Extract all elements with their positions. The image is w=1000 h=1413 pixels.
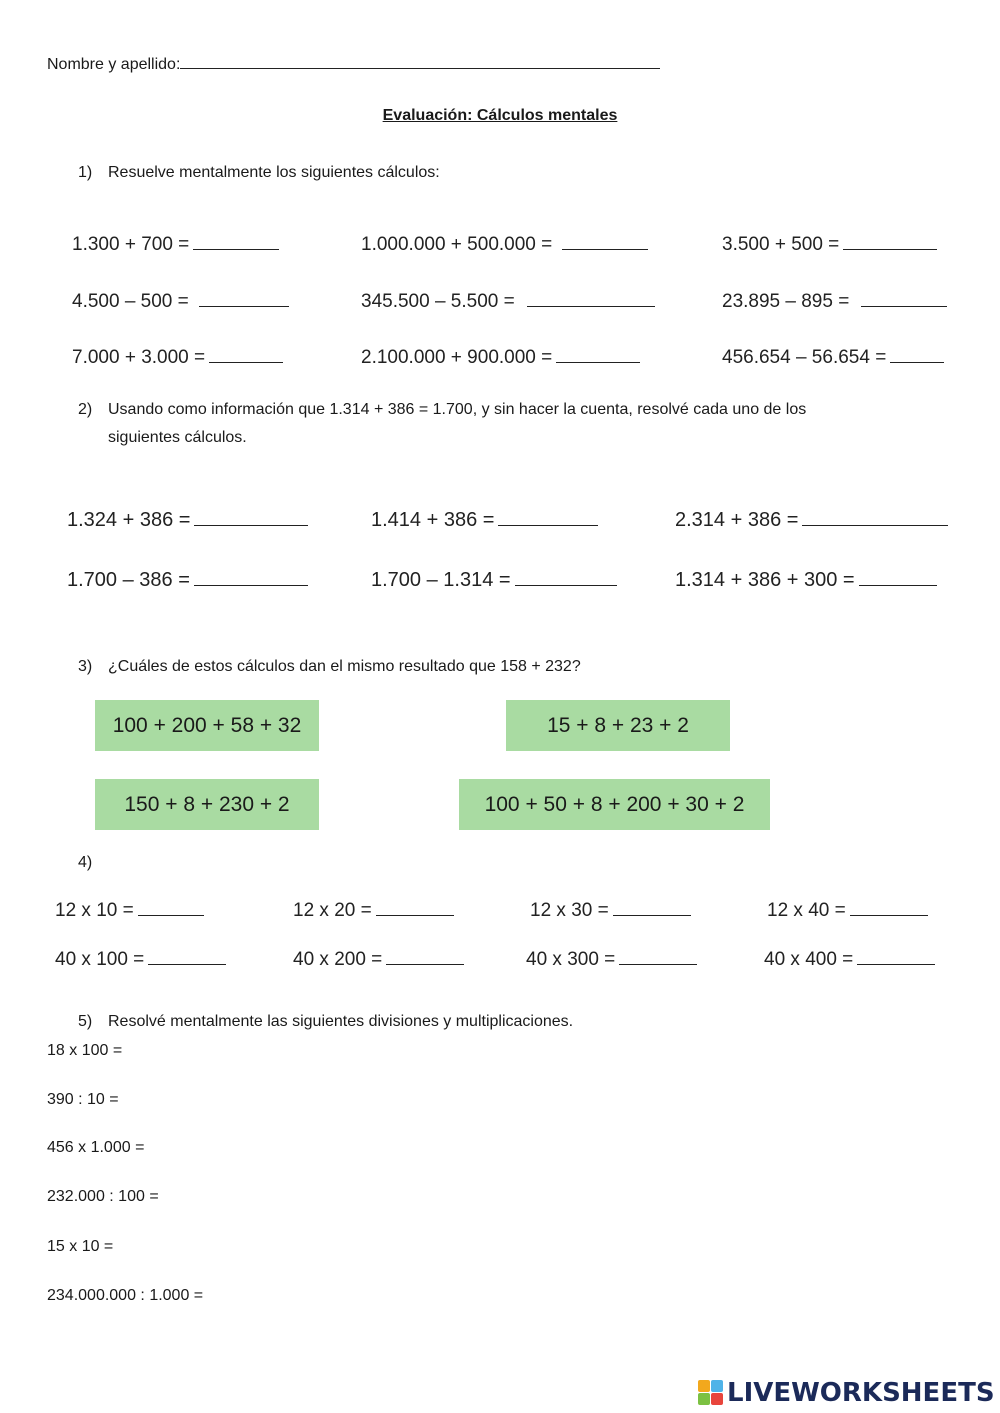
- question-3-number: 3): [78, 658, 93, 675]
- q4-calc: 12 x 40 =: [767, 897, 928, 923]
- q5-item: 18 x 100 =: [47, 1042, 123, 1059]
- question-2-text-line2: siguientes cálculos.: [108, 429, 247, 446]
- page-title: Evaluación: Cálculos mentales: [382, 107, 618, 124]
- q1-calc: 4.500 – 500 =: [72, 288, 289, 314]
- question-1-number: 1): [78, 164, 93, 181]
- q1-calc: 7.000 + 3.000 =: [72, 344, 283, 370]
- liveworksheets-logo-icon: [698, 1380, 724, 1406]
- q4-calc: 12 x 10 =: [55, 897, 204, 923]
- q5-item: 232.000 : 100 =: [47, 1188, 159, 1205]
- q4-calc: 40 x 400 =: [764, 946, 935, 972]
- q1-calc: 23.895 – 895 =: [722, 288, 947, 314]
- q4-calc: 12 x 20 =: [293, 897, 454, 923]
- question-3-text: ¿Cuáles de estos cálculos dan el mismo resultado que 158 + 232?: [108, 658, 581, 675]
- liveworksheets-logo-text: LIVEWORKSHEETS: [727, 1378, 995, 1408]
- question-2-number: 2): [78, 401, 93, 418]
- q2-calc: 1.700 – 1.314 =: [371, 567, 617, 592]
- question-5-text: Resolvé mentalmente las siguientes divisiones y multiplicaciones.: [108, 1013, 574, 1030]
- q1-calc: 1.000.000 + 500.000 =: [361, 231, 648, 257]
- q2-calc: 1.414 + 386 =: [371, 507, 598, 532]
- question-1-text: Resuelve mentalmente los siguientes cálculos:: [108, 164, 440, 181]
- question-2: [78, 399, 806, 421]
- question-5: [78, 1011, 573, 1033]
- name-label: Nombre y apellido:: [47, 56, 181, 73]
- q5-item: 234.000.000 : 1.000 =: [47, 1287, 204, 1304]
- liveworksheets-logo: [698, 1378, 995, 1408]
- q1-calc: 1.300 + 700 =: [72, 231, 279, 257]
- q3-option[interactable]: 150 + 8 + 230 + 2: [95, 779, 319, 830]
- q1-calc: 3.500 + 500 =: [722, 231, 937, 257]
- q1-calc: 345.500 – 5.500 =: [361, 288, 655, 314]
- question-3: [78, 656, 581, 678]
- question-1: [78, 162, 440, 184]
- q5-item: 390 : 10 =: [47, 1091, 119, 1108]
- q1-calc: 2.100.000 + 900.000 =: [361, 344, 640, 370]
- q3-option[interactable]: 100 + 200 + 58 + 32: [95, 700, 319, 751]
- q2-calc: 1.700 – 386 =: [67, 567, 308, 592]
- q2-calc: 1.314 + 386 + 300 =: [675, 567, 937, 592]
- question-5-number: 5): [78, 1013, 93, 1030]
- question-4-number: 4): [78, 854, 93, 871]
- q4-calc: 40 x 300 =: [526, 946, 697, 972]
- q1-calc: 456.654 – 56.654 =: [722, 344, 944, 370]
- q4-calc: 40 x 100 =: [55, 946, 226, 972]
- q4-calc: 40 x 200 =: [293, 946, 464, 972]
- q3-option[interactable]: 15 + 8 + 23 + 2: [506, 700, 730, 751]
- name-blank[interactable]: [180, 50, 660, 69]
- question-2-text-line1: Usando como información que 1.314 + 386 = 1.700, y sin hacer la cuenta, resolvé cada uno de los: [108, 401, 807, 418]
- q5-item: 15 x 10 =: [47, 1238, 114, 1255]
- q4-calc: 12 x 30 =: [530, 897, 691, 923]
- q3-option[interactable]: 100 + 50 + 8 + 200 + 30 + 2: [459, 779, 770, 830]
- name-line: [47, 50, 660, 76]
- q5-item: 456 x 1.000 =: [47, 1139, 145, 1156]
- q2-calc: 1.324 + 386 =: [67, 507, 308, 532]
- q2-calc: 2.314 + 386 =: [675, 507, 948, 532]
